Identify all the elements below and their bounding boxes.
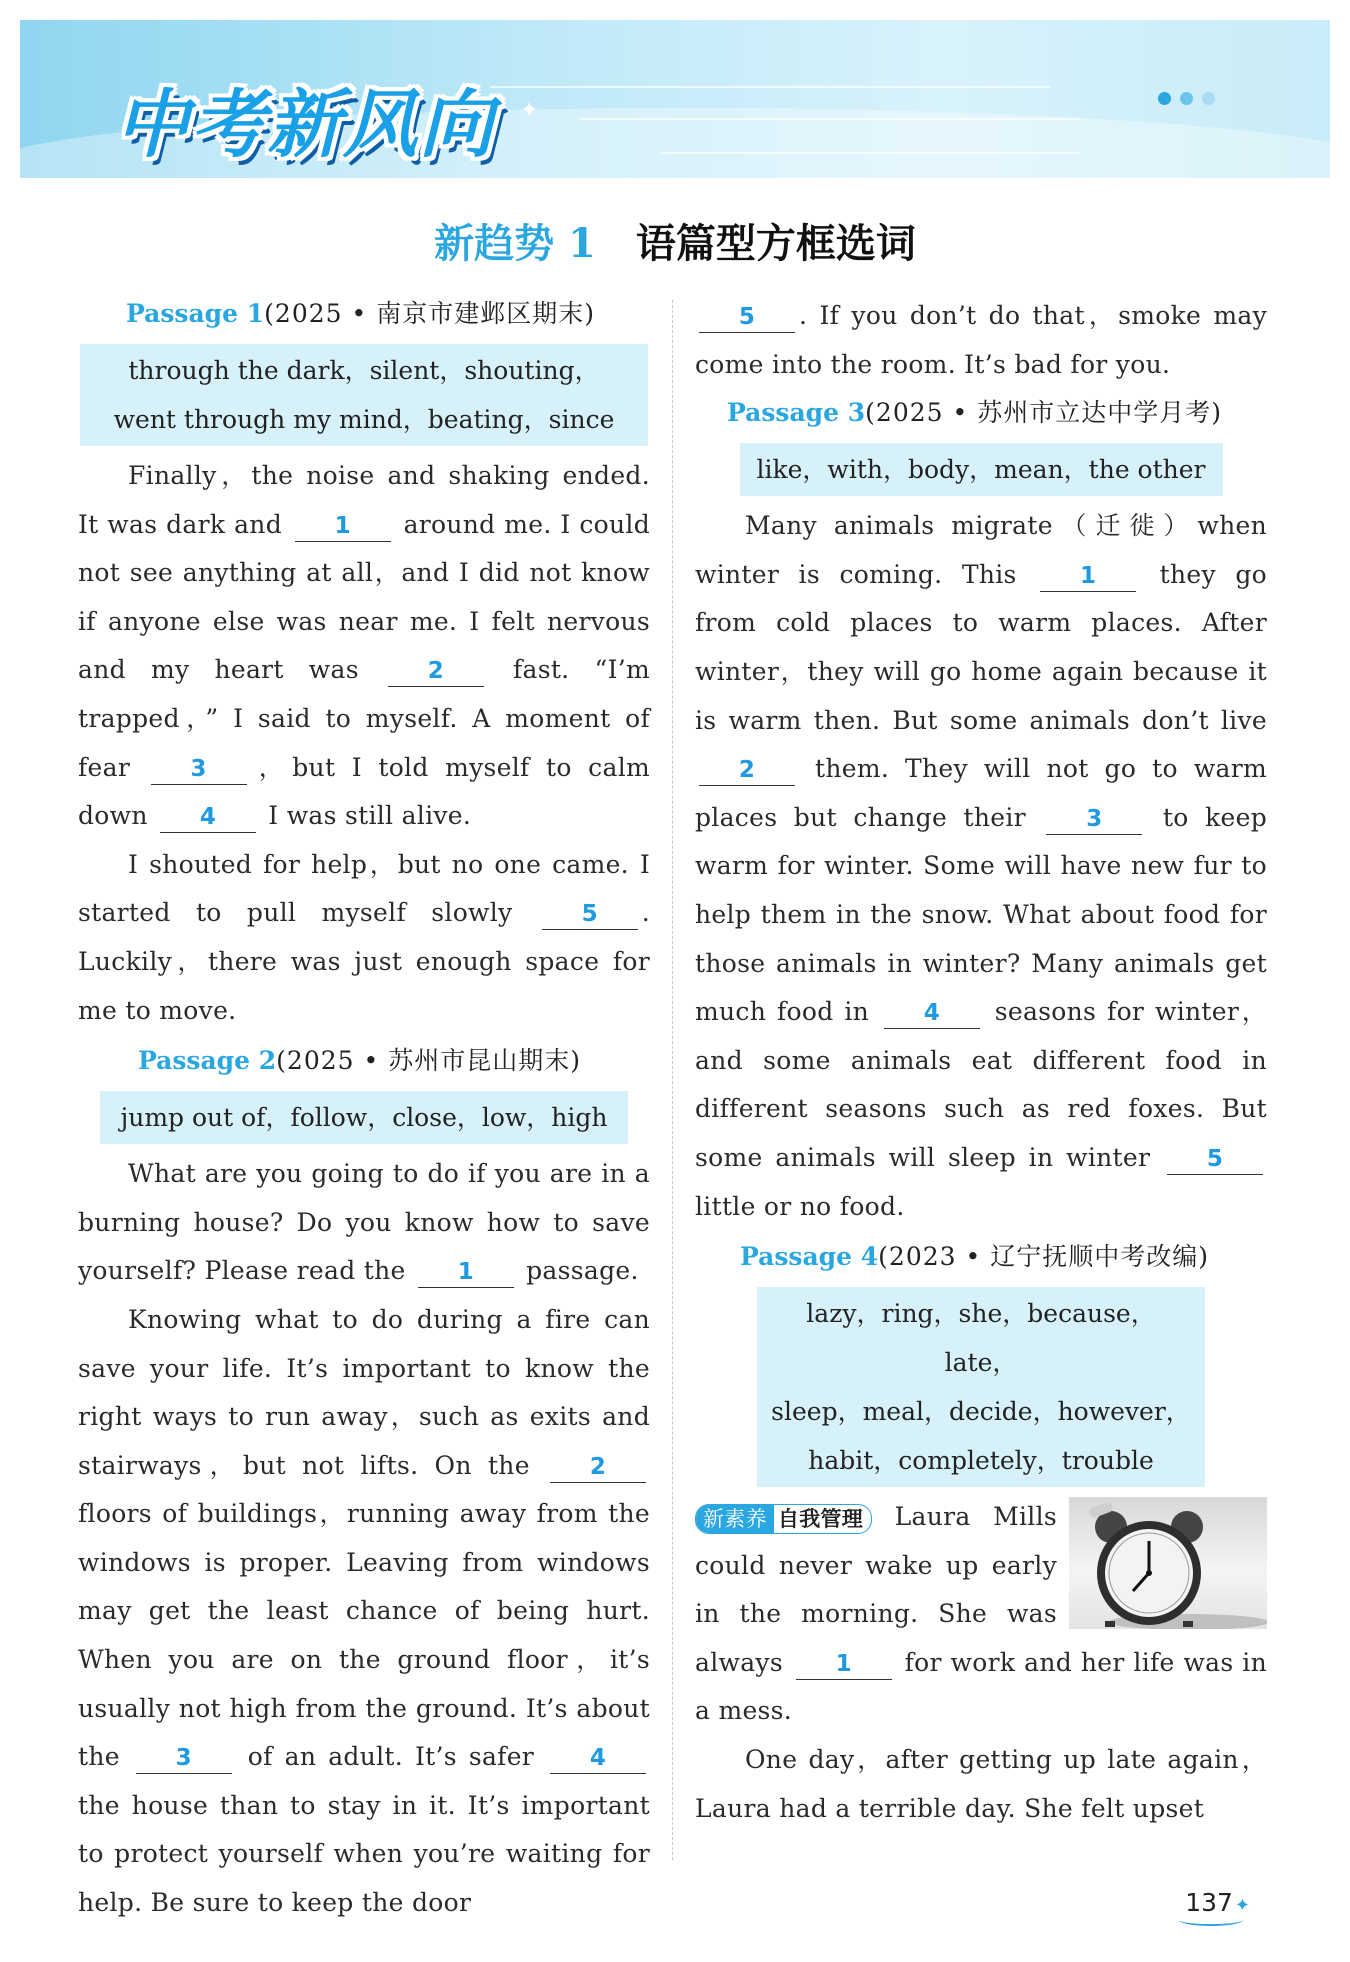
banner-line [580, 118, 1080, 120]
passage-name: Passage 1 [126, 299, 265, 328]
paragraph-continued: 5 . If you don’t do that，smoke may come into the room. It’s bad for you. [695, 301, 1267, 379]
word-box-line: habit，completely，trouble [808, 1446, 1154, 1476]
word-box-line: through the dark，silent，shouting， [128, 356, 600, 385]
blank-2[interactable]: 2 [550, 1452, 646, 1483]
passage-name: Passage 4 [740, 1242, 879, 1272]
tag-primary: 新素养 [696, 1505, 774, 1533]
blank-1[interactable]: 1 [418, 1257, 514, 1288]
left-column [78, 292, 650, 1928]
banner-line [660, 152, 1080, 154]
heading-text: 语篇型方框选词 [635, 220, 916, 267]
passage-name: Passage 2 [138, 1046, 277, 1076]
section-banner [20, 20, 1330, 178]
passage-source: (2025 • 苏州市立达中学月考) [865, 398, 1222, 428]
column-divider [672, 300, 673, 1860]
blank-4[interactable]: 4 [550, 1743, 646, 1774]
word-box-line: went through my mind，beating，since [113, 405, 615, 434]
blank-5[interactable]: 5 [542, 899, 638, 930]
blank-2[interactable]: 2 [699, 755, 795, 786]
blank-5[interactable]: 5 [699, 302, 795, 333]
sparkle-icon: ✦ [520, 98, 539, 123]
blank-2[interactable]: 2 [388, 656, 484, 687]
right-column [695, 292, 1267, 1833]
paragraph: Knowing what to do during a fire can save your life. It’s important to know the right ways to run away，such as exits and stairways，but not lifts. On the 2 floors of buildings，running away from the windows is proper. Leaving from windows may get the least chance of being hurt. When you are on the ground floor，it’s usually not high from the ground. It’s about the 3 of an adult. It’s safer 4 the house than to stay in it. It’s important to protect yourself when you’re waiting for help. Be sure to keep the door [78, 1304, 650, 1918]
paragraph: Many animals migrate（迁徙）when winter is coming. This 1 they go from cold places to warm places. After winter，they will go home again because it is warm then. But some animals don’t live 2 them. They will not go to warm places but change their 3 to keep warm for winter. Some will have new fur to help them in the snow. What about food for those animals in winter? Many animals get much food in 4 seasons for winter，and some animals eat different food in different seasons such as red foxes. But some animals will sleep in winter 5 little or no food. [695, 511, 1268, 1221]
dot-icon [1158, 92, 1171, 105]
word-box-line: like，with，body，mean，the other [756, 455, 1206, 485]
passage-name: Passage 3 [727, 398, 866, 428]
page-heading [0, 212, 1350, 269]
word-box-2 [100, 1091, 628, 1144]
page-number-text: 137 [1185, 1888, 1233, 1917]
paragraph: 新素养 自我管理 Laura Mills could never wake up early in the morning. She was always 1 for work and her life was in a mess. [695, 1502, 1267, 1726]
dot-icon [1180, 92, 1193, 105]
paragraph: What are you going to do if you are in a burning house? Do you know how to save yourself? Please read the 1 passage. [78, 1150, 650, 1296]
page-number-swoosh [1179, 1914, 1243, 1926]
passage-source: (2025 • 苏州市昆山期末) [276, 1046, 581, 1076]
blank-1[interactable]: 1 [796, 1649, 892, 1680]
blank-4[interactable]: 4 [160, 802, 256, 833]
passage-3-title [695, 391, 1267, 435]
blank-3[interactable]: 3 [1046, 804, 1142, 835]
tag-secondary: 自我管理 [777, 1505, 864, 1531]
banner-title: 中考新风向 [115, 82, 495, 168]
passage-4-title [695, 1235, 1267, 1279]
alarm-clock-icon [1069, 1497, 1267, 1629]
paragraph: One day，after getting up late again，Laura had a terrible day. She felt upset [695, 1745, 1267, 1823]
banner-line [490, 86, 1050, 88]
paragraph: Finally，the noise and shaking ended. It was dark and 1 around me. I could not see anything at all，and I did not know if anyone else was near me. I felt nervous and my heart was 2 fast. “I’m trapped，” I said to myself. A moment of fear 3 ，but I told myself to calm down 4 I was still alive. [78, 452, 650, 841]
word-box-line: lazy，ring，she，because，late， [806, 1299, 1156, 1378]
blank-3[interactable]: 3 [151, 754, 247, 785]
dot-icon [1202, 92, 1215, 105]
passage-source: (2025 • 南京市建邺区期末) [264, 299, 595, 328]
star-icon: ✦ [1234, 1895, 1250, 1916]
blank-1[interactable]: 1 [295, 511, 391, 542]
banner-dots [1149, 90, 1215, 109]
word-box-line: jump out of，follow，close，low，high [120, 1103, 608, 1133]
blank-5[interactable]: 5 [1167, 1144, 1263, 1175]
word-box-4 [757, 1287, 1205, 1487]
blank-3[interactable]: 3 [136, 1743, 232, 1774]
paragraph: I shouted for help，but no one came. I started to pull myself slowly 5 . Luckily，there was just enough space for me to move. [78, 849, 650, 1025]
passage-1-title [78, 292, 650, 336]
page-number [1185, 1888, 1250, 1917]
heading-number: 新趋势 1 [434, 220, 596, 267]
word-box-3 [740, 443, 1223, 496]
passage-2-title [78, 1039, 650, 1083]
blank-4[interactable]: 4 [884, 998, 980, 1029]
passage-source: (2023 • 辽宁抚顺中考改编) [878, 1242, 1209, 1272]
word-box-line: sleep，meal，decide，however， [771, 1397, 1191, 1427]
literacy-tag [695, 1504, 872, 1534]
word-box-1 [80, 344, 648, 446]
blank-1[interactable]: 1 [1040, 561, 1136, 592]
alarm-clock-image [1069, 1497, 1267, 1629]
